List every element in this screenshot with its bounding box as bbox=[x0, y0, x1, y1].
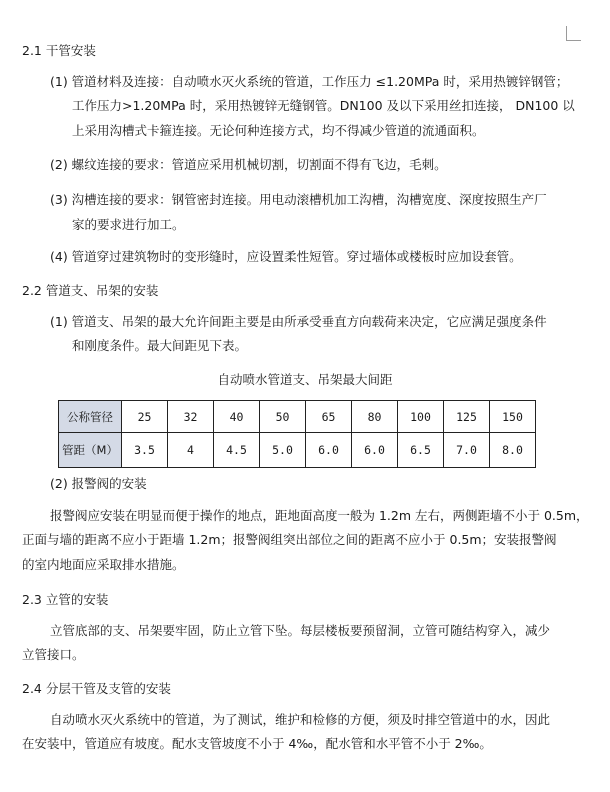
page-corner-mark bbox=[566, 26, 581, 41]
section-2-3-heading: 2.3 立管的安装 bbox=[22, 592, 109, 607]
table-cell: 32 bbox=[168, 401, 214, 433]
table-cell: 50 bbox=[260, 401, 306, 433]
table-cell: 6.5 bbox=[398, 433, 444, 468]
table-cell: 40 bbox=[214, 401, 260, 433]
section-2-2-item-1-line-2: 和刚度条件。最大间距见下表。 bbox=[72, 338, 248, 353]
section-2-4-line-2: 在安装中，管道应有坡度。配水支管坡度不小于 4‰，配水管和水平管不小于 2‰。 bbox=[22, 736, 492, 751]
section-2-3-line-1: 立管底部的支、吊架要牢固，防止立管下坠。每层楼板要预留洞，立管可随结构穿入，减少 bbox=[50, 623, 551, 638]
section-2-1-heading: 2.1 干管安装 bbox=[22, 43, 96, 58]
section-2-2-item-2-line-2: 正面与墙的距离不应小于距墙 1.2m；报警阀组突出部位之间的距离不应小于 0.5m；安装报警阀 bbox=[22, 532, 557, 547]
table-row-header-diameter: 公称管径 bbox=[59, 401, 122, 433]
section-2-1-item-1-line-2: 工作压力>1.20MPa 时，采用热镀锌无缝钢管。DN100 及以下采用丝扣连接， DN100 以 bbox=[72, 98, 575, 113]
table-cell: 65 bbox=[306, 401, 352, 433]
table-caption: 自动喷水管道支、吊架最大间距 bbox=[217, 372, 393, 387]
section-2-2-heading: 2.2 管道支、吊架的安装 bbox=[22, 283, 159, 298]
table-cell: 100 bbox=[398, 401, 444, 433]
section-2-1-item-1-line-1: (1) 管道材料及连接：自动喷水灭火系统的管道，工作压力 ≤1.20MPa 时，采用热镀锌钢管； bbox=[50, 74, 569, 89]
table-cell: 150 bbox=[490, 401, 536, 433]
table-cell: 5.0 bbox=[260, 433, 306, 468]
table-cell: 6.0 bbox=[306, 433, 352, 468]
section-2-2-item-1-line-1: (1) 管道支、吊架的最大允许间距主要是由所承受垂直方向载荷来决定，它应满足强度条件 bbox=[50, 314, 547, 329]
section-2-3-line-2: 立管接口。 bbox=[22, 647, 85, 662]
table-cell: 6.0 bbox=[352, 433, 398, 468]
section-2-1-item-4: (4) 管道穿过建筑物时的变形缝时，应设置柔性短管。穿过墙体或楼板时应加设套管。 bbox=[50, 249, 522, 264]
table-cell: 80 bbox=[352, 401, 398, 433]
table-cell: 25 bbox=[122, 401, 168, 433]
section-2-2-item-2-heading: (2) 报警阀的安装 bbox=[50, 476, 147, 491]
table-row-diameter bbox=[59, 401, 536, 433]
table-cell: 8.0 bbox=[490, 433, 536, 468]
section-2-4-line-1: 自动喷水灭火系统中的管道，为了测试，维护和检修的方便，须及时排空管道中的水，因此 bbox=[50, 712, 551, 727]
table-cell: 4 bbox=[168, 433, 214, 468]
section-2-4-heading: 2.4 分层干管及支管的安装 bbox=[22, 681, 171, 696]
table-cell: 7.0 bbox=[444, 433, 490, 468]
table-cell: 125 bbox=[444, 401, 490, 433]
section-2-1-item-3-line-1: (3) 沟槽连接的要求：钢管密封连接。用电动滚槽机加工沟槽，沟槽宽度、深度按照生产厂 bbox=[50, 192, 547, 207]
table-cell: 3.5 bbox=[122, 433, 168, 468]
section-2-1-item-2: (2) 螺纹连接的要求：管道应采用机械切割，切割面不得有飞边，毛刺。 bbox=[50, 157, 447, 172]
table-cell: 4.5 bbox=[214, 433, 260, 468]
section-2-1-item-1-line-3: 上采用沟槽式卡箍连接。无论何种连接方式，均不得减少管道的流通面积。 bbox=[72, 123, 485, 138]
section-2-1-item-3-line-2: 家的要求进行加工。 bbox=[72, 217, 185, 232]
section-2-2-item-2-line-3: 的室内地面应采取排水措施。 bbox=[22, 557, 185, 572]
spacing-table bbox=[58, 400, 536, 468]
section-2-2-item-2-line-1: 报警阀应安装在明显而便于操作的地点，距地面高度一般为 1.2m 左右，两侧距墙不小于 0.5m， bbox=[50, 508, 589, 523]
table-row-header-spacing: 管距（M） bbox=[59, 433, 122, 468]
table-row-spacing bbox=[59, 433, 536, 468]
